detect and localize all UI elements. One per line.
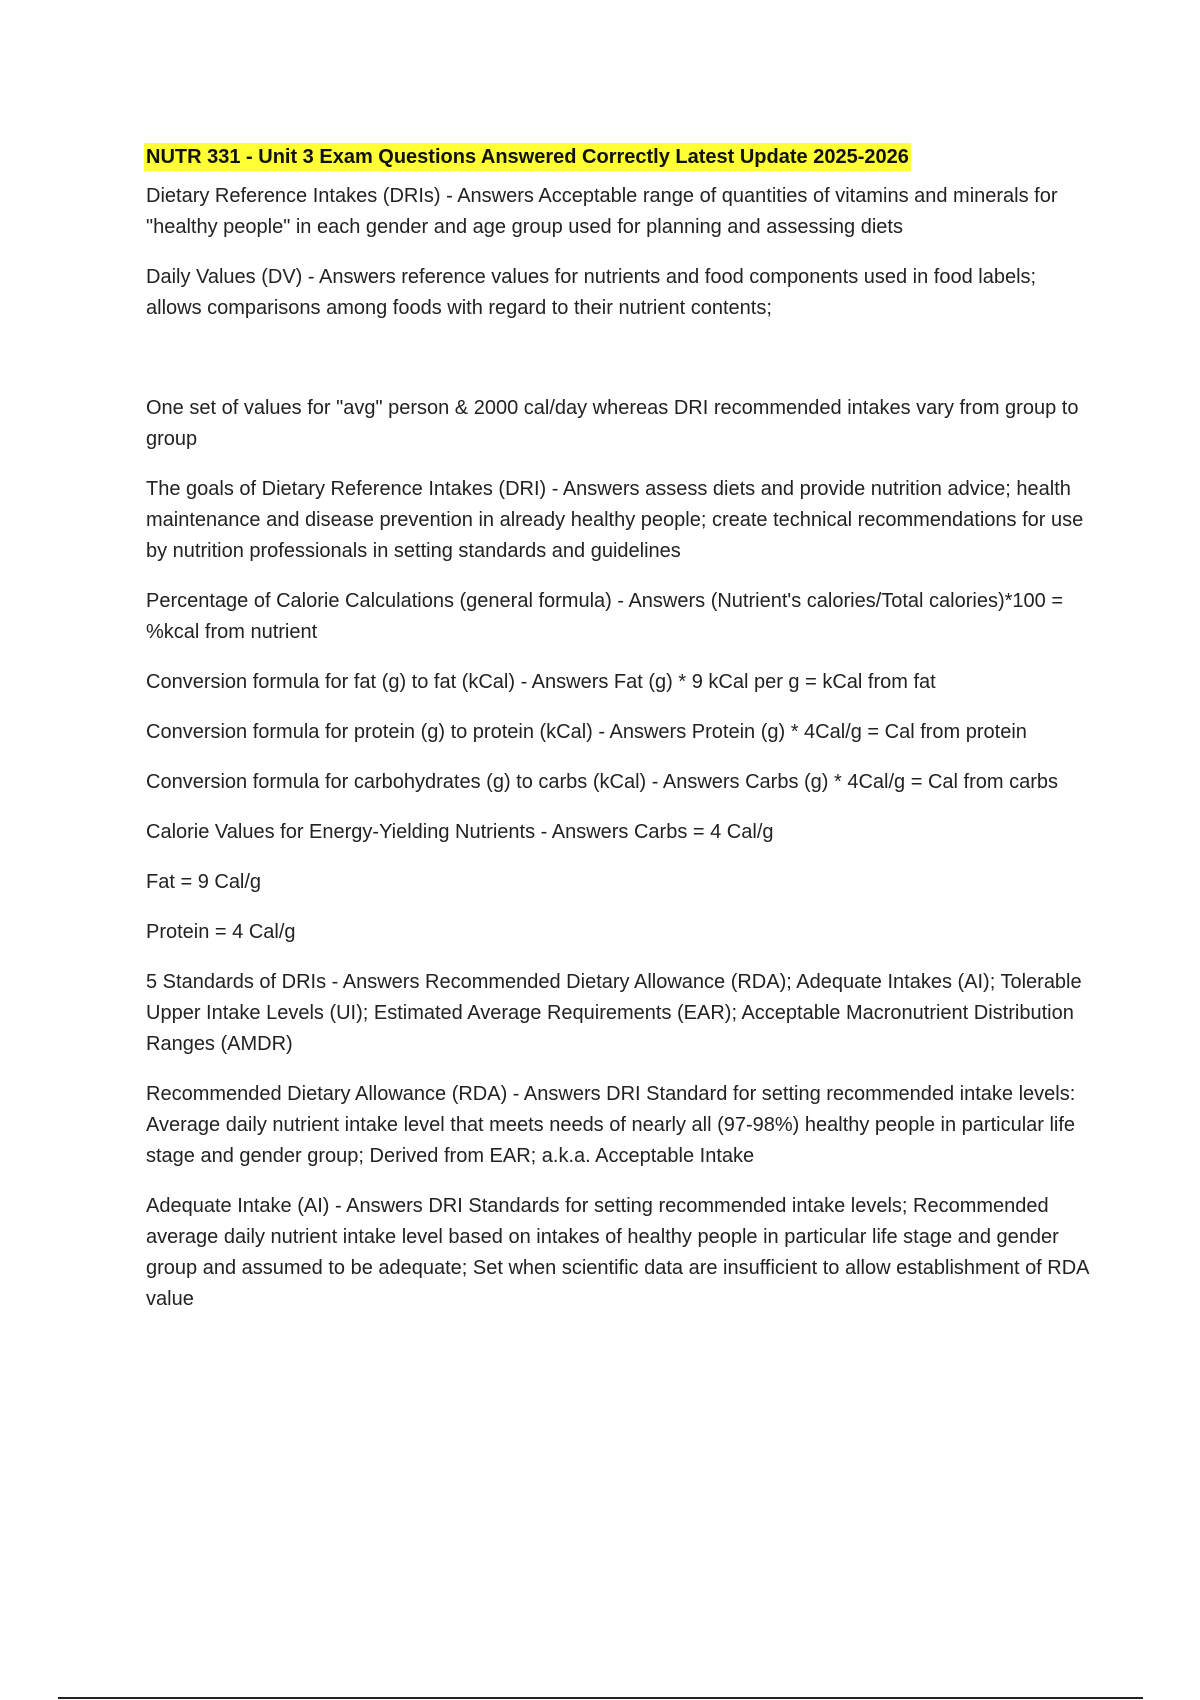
paragraph-fat-conversion: Conversion formula for fat (g) to fat (kCal) - Answers Fat (g) * 9 kCal per g = kCal from fat — [146, 671, 936, 693]
paragraph-dri-goals: The goals of Dietary Reference Intakes (DRI) - Answers assess diets and provide nutrition advice; health maintenance and disease prevention in already healthy people; create technical recommendations for use by nutrition professionals in setting standards and guidelines — [146, 478, 1089, 562]
paragraph-protein-value: Protein = 4 Cal/g — [146, 921, 296, 943]
paragraph-dv-vs-dri: One set of values for "avg" person & 2000 cal/day whereas DRI recommended intakes vary from group to group — [146, 397, 1085, 450]
paragraph-percent-calorie: Percentage of Calorie Calculations (general formula) - Answers (Nutrient's calories/Total calories)*100 = %kcal from nutrient — [146, 590, 1069, 643]
paragraph-protein-conversion: Conversion formula for protein (g) to protein (kCal) - Answers Protein (g) * 4Cal/g = Cal from protein — [146, 721, 1027, 743]
paragraph-carb-conversion: Conversion formula for carbohydrates (g) to carbs (kCal) - Answers Carbs (g) * 4Cal/g = Cal from carbs — [146, 771, 1058, 793]
document-page — [146, 143, 1096, 1334]
footer-divider — [58, 1697, 1143, 1699]
document-title: NUTR 331 - Unit 3 Exam Questions Answered Correctly Latest Update 2025-2026 — [144, 143, 911, 171]
paragraph-fat-value: Fat = 9 Cal/g — [146, 871, 262, 893]
paragraph-adequate-intake: Adequate Intake (AI) - Answers DRI Standards for setting recommended intake levels; Recommended average daily nutrient intake level based on intakes of healthy people in particular life stage and gender group and assumed to be adequate; Set when scientific data are insufficient to allow establishment of RDA value — [146, 1195, 1094, 1310]
paragraph-daily-values: Daily Values (DV) - Answers reference values for nutrients and food components used in food labels; allows comparisons among foods with regard to their nutrient contents; — [146, 266, 1042, 319]
paragraph-calorie-values: Calorie Values for Energy-Yielding Nutrients - Answers Carbs = 4 Cal/g — [146, 821, 774, 843]
paragraph-dri-standards: 5 Standards of DRIs - Answers Recommended Dietary Allowance (RDA); Adequate Intakes (AI); Tolerable Upper Intake Levels (UI); Estimated Average Requirements (EAR); Acceptable Macronutrient Distribution Ranges (AMDR) — [146, 971, 1088, 1055]
paragraph-dris: Dietary Reference Intakes (DRIs) - Answers Acceptable range of quantities of vitamins and minerals for "healthy people" in each gender and age group used for planning and assessing diets — [146, 185, 1064, 238]
paragraph-rda: Recommended Dietary Allowance (RDA) - Answers DRI Standard for setting recommended intake levels: Average daily nutrient intake level that meets needs of nearly all (97-98%) healthy people in particular life stage and gender group; Derived from EAR; a.k.a. Acceptable Intake — [146, 1083, 1081, 1167]
